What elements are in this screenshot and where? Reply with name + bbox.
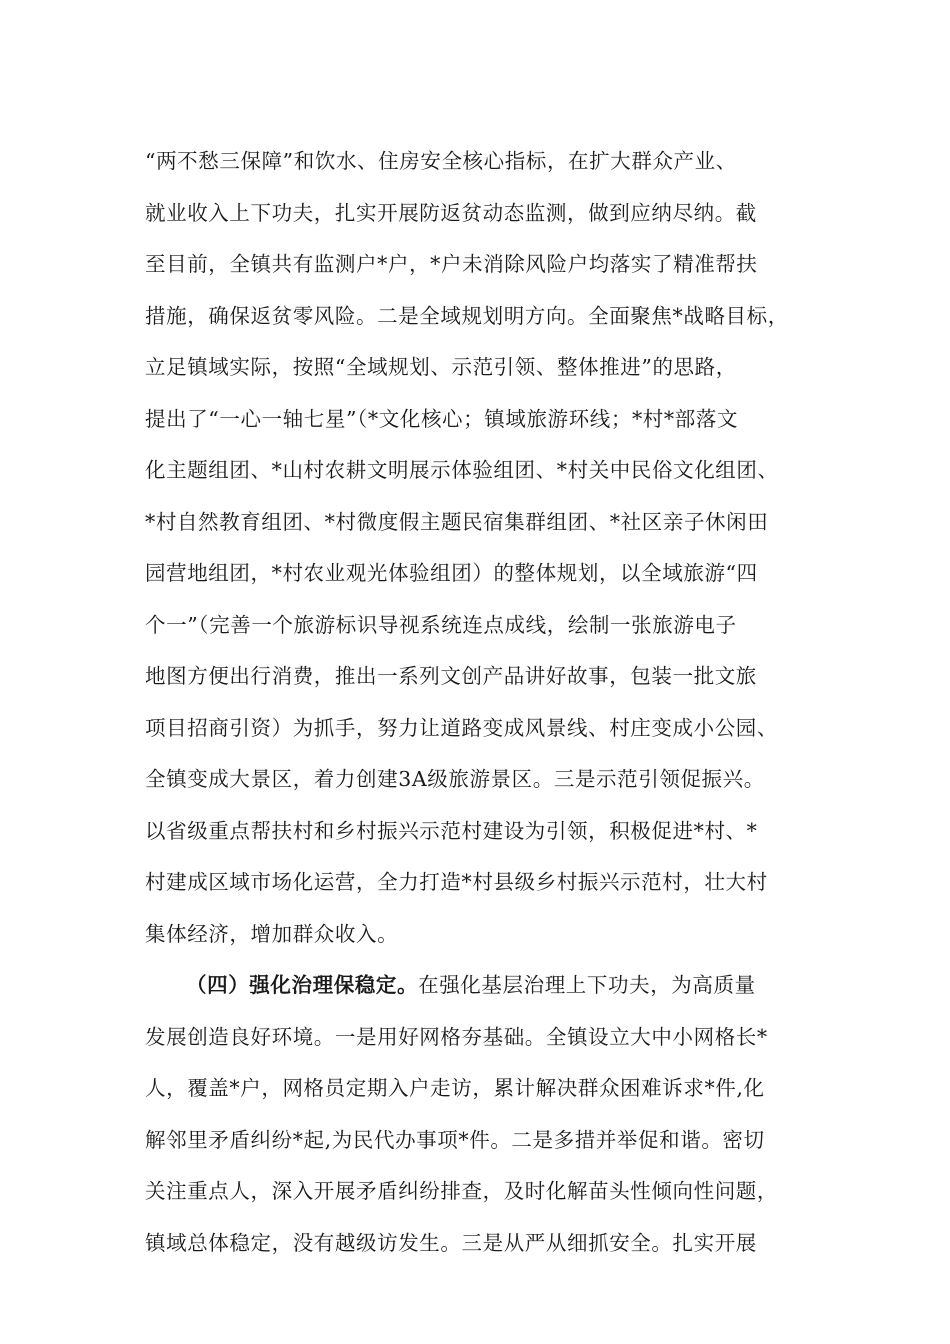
text-line: 以省级重点帮扶村和乡村振兴示范村建设为引领，积极促进*村、*	[145, 818, 758, 843]
text-line: *村自然教育组团、*村微度假主题民宿集群组团、*社区亲子休闲田	[145, 509, 769, 534]
text-line: 项目招商引资）为抓手，努力让道路变成风景线、村庄变成小公园、	[145, 715, 778, 740]
text-line: 就业收入上下功夫，扎实开展防返贫动态监测，做到应纳尽纳。截	[145, 200, 757, 225]
text-line: 镇域总体稳定，没有越级访发生。三是从严从细抓安全。扎实开展	[145, 1230, 757, 1255]
section-heading-line	[145, 960, 815, 1012]
text-line: 至目前，全镇共有监测户*户，*户未消除风险户均落实了精准帮扶	[145, 252, 758, 276]
text-line: 发展创造良好环境。一是用好网格夯基础。全镇设立大中小网格长*	[145, 1024, 768, 1049]
section-heading-rest: 在强化基层治理上下功夫，为高质量	[418, 973, 756, 997]
text-line: 地图方便出行消费，推出一系列文创产品讲好故事，包装一批文旅	[145, 664, 757, 688]
text-line: 立足镇域实际，按照“全域规划、示范引领、整体推进”的思路，	[145, 355, 737, 379]
section-heading: （四）强化治理保稳定。	[186, 973, 419, 997]
text-line: 园营地组团，*村农业观光体验组团）的整体规划，以全域旅游“四	[145, 561, 758, 585]
text-line: 村建成区域市场化运营，全力打造*村县级乡村振兴示范村，壮大村	[145, 870, 768, 894]
text-line: 人，覆盖*户，网格员定期入户走访，累计解决群众困难诉求*件,化	[145, 1076, 765, 1100]
text-line: 个一”（完善一个旅游标识导视系统连点成线，绘制一张旅游电子	[145, 612, 737, 637]
text-line: 解邻里矛盾纠纷*起,为民代办事项*件。二是多措并举促和谐。密切	[145, 1127, 765, 1152]
text-line: 提出了“一心一轴七星”（*文化核心；镇域旅游环线；*村*部落文	[145, 406, 739, 431]
text-line: “两不愁三保障”和饮水、住房安全核心指标，在扩大群众产业、	[145, 149, 737, 173]
text-line: 全镇变成大景区，着力创建3A级旅游景区。三是示范引领促振兴。	[145, 767, 765, 791]
document-body	[145, 136, 815, 1269]
text-line: 化主题组团、*山村农耕文明展示体验组团、*村关中民俗文化组团、	[145, 458, 779, 482]
text-line: 集体经济，增加群众收入。	[145, 921, 399, 946]
text-line: 措施，确保返贫零风险。二是全域规划明方向。全面聚焦*战略目标，	[145, 303, 789, 328]
text-line: 关注重点人，深入开展矛盾纠纷排查，及时化解苗头性倾向性问题，	[145, 1179, 778, 1203]
